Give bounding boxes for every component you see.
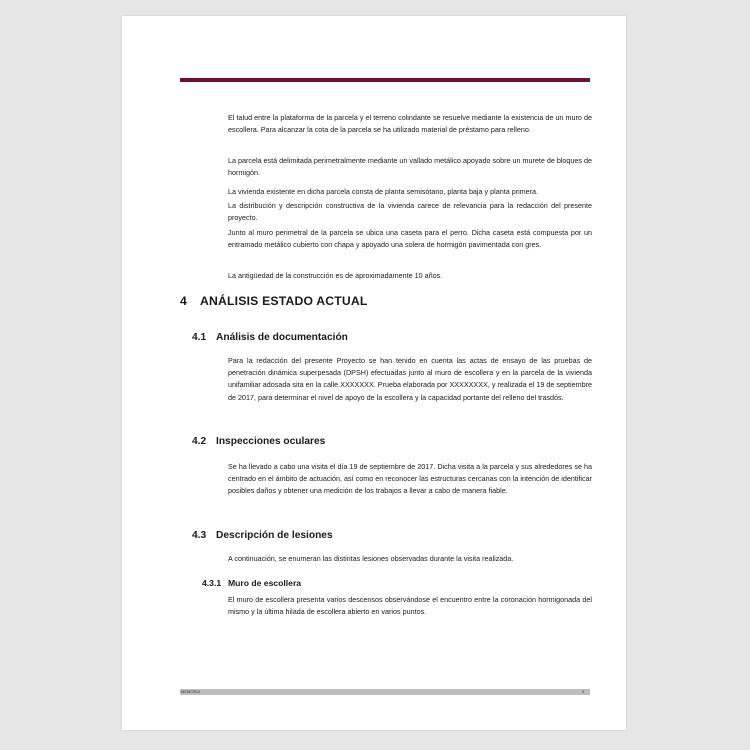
- section-number: 4: [180, 294, 187, 308]
- subsection-number: 4.1: [192, 332, 207, 343]
- subsection-number: 4.2: [192, 436, 207, 447]
- subsection-number: 4.3: [192, 530, 207, 541]
- subsection-heading: [192, 332, 348, 343]
- subsection-paragraph: Para la redacción del presente Proyecto se han tenido en cuenta las actas de ensayo de las pruebas de penetración dinámica superpesada (DPSH) efectuadas junto al muro de escollera y en la parcela de la vivienda unifamiliar adosada sita en la calle XXXXXXX. Prueba elaborada por XXXXXXXX, y realizada el 19 de septiembre de 2017, para determinar el nivel de apoyo de la escollera y la capacidad portante del relleno del trasdós.: [228, 356, 592, 402]
- subsubsection-paragraph: El muro de escollera presenta varios descensos observándose el encuentro entre la coronación hormigonada del mismo y la última hilada de escollera abierto en varios puntos.: [228, 595, 592, 617]
- subsubsection-heading: [202, 578, 301, 588]
- subsection-paragraph: Se ha llevado a cabo una visita el día 19 de septiembre de 2017. Dicha visita a la parcela y sus alrededores se ha centrado en el ámbito de actuación, así como en reconocer las estructuras cercanas con la intención de identificar posibles daños y obtener una medición de los trabajos a llevar a cabo de manera fiable.: [228, 462, 592, 496]
- subsection-title: Análisis de documentación: [216, 332, 348, 343]
- subsection-paragraph: A continuación, se enumeran las distintas lesiones observadas durante la visita realizada.: [228, 554, 514, 563]
- subsubsection-number: 4.3.1: [202, 578, 222, 588]
- intro-paragraph: La distribución y descripción constructiva de la vivienda carece de relevancia para la redacción del presente proyecto.: [228, 201, 592, 223]
- document-page: [122, 16, 626, 730]
- footer-label: MEMORIA: [181, 689, 201, 694]
- subsection-heading: [192, 436, 325, 447]
- section-title: ANÁLISIS ESTADO ACTUAL: [200, 294, 368, 308]
- subsection-heading: [192, 530, 333, 541]
- subsubsection-title: Muro de escollera: [228, 578, 302, 588]
- subsection-title: Inspecciones oculares: [216, 436, 326, 447]
- section-heading: [180, 294, 368, 308]
- intro-paragraph: El talud entre la plataforma de la parcela y el terreno colindante se resuelve mediante la existencia de un muro de escollera. Para alcanzar la cota de la parcela se ha utilizado material de préstamo para relleno.: [228, 113, 592, 135]
- subsection-title: Descripción de lesiones: [216, 530, 333, 541]
- intro-paragraph: Junto al muro perimetral de la parcela se ubica una caseta para el perro. Dicha caseta está compuesta por un entramado metálico cubierto con chapa y apoyado una solera de hormigón pavimentada con gres.: [228, 228, 592, 250]
- intro-paragraph: La antigüedad de la construcción es de aproximadamente 10 años.: [228, 271, 443, 280]
- page-number: 4: [582, 689, 585, 694]
- header-rule: [180, 78, 590, 82]
- intro-paragraph: La vivienda existente en dicha parcela consta de planta semisótano, planta baja y planta primera.: [228, 187, 539, 196]
- intro-paragraph: La parcela está delimitada perimetralmente mediante un vallado metálico apoyado sobre un murete de bloques de hormigón.: [228, 156, 592, 178]
- footer-bar: [180, 689, 590, 695]
